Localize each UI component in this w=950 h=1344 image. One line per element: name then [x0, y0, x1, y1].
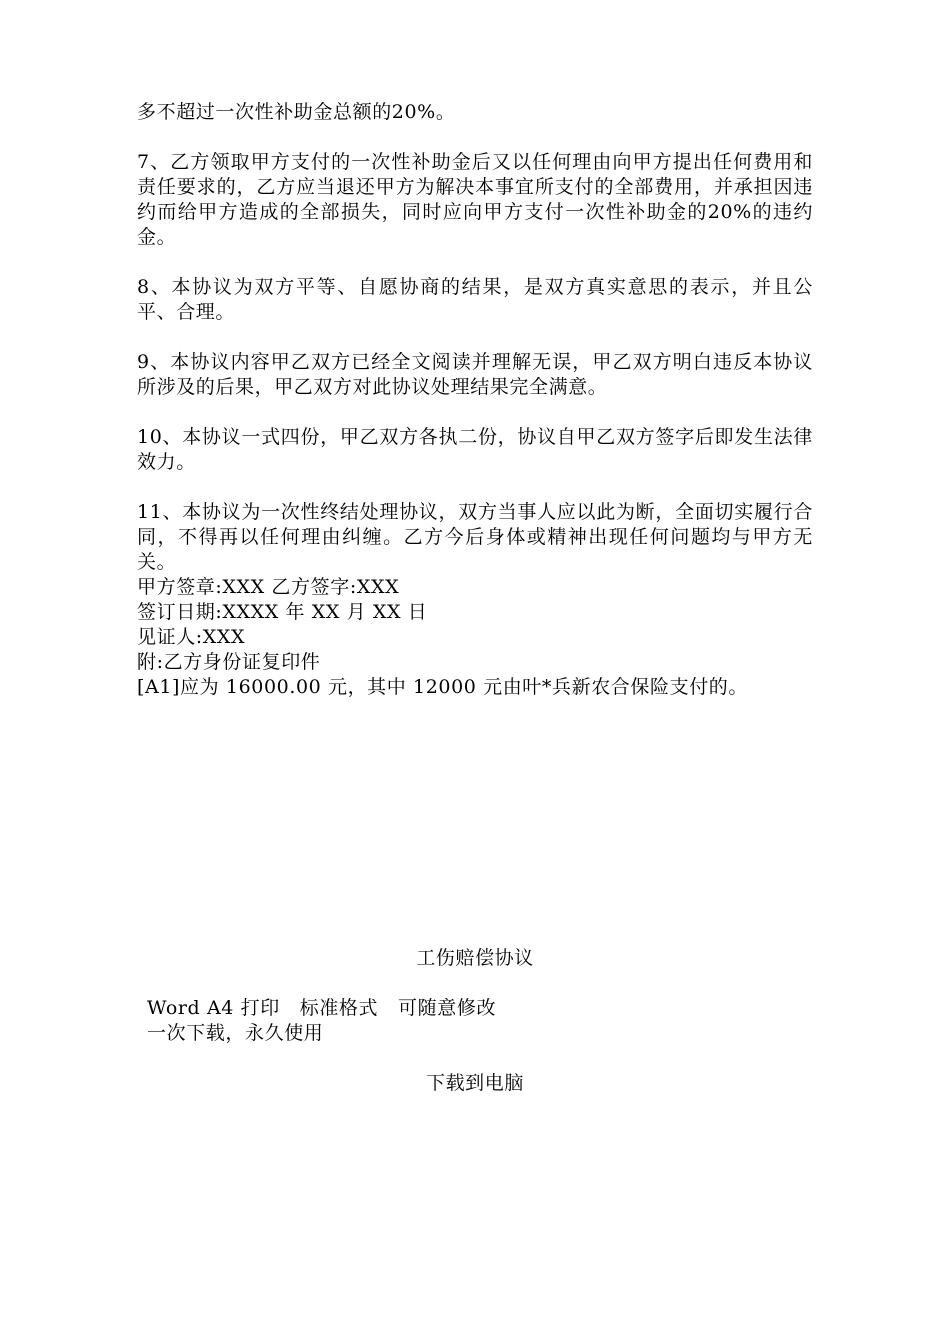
- witness-line: 见证人:XXX: [137, 626, 246, 648]
- comment-annotation: [A1]应为 16000.00 元，其中 12000 元由叶*兵新农合保险支付的。: [137, 676, 748, 698]
- paragraph-8: 8、本协议为双方平等、自愿协商的结果，是双方真实意思的表示，并且公平、合理。: [137, 276, 813, 323]
- promo-usage: 一次下载，永久使用: [147, 1022, 324, 1044]
- download-link[interactable]: 下载到电脑: [425, 1072, 524, 1094]
- paragraph-7: 7、乙方领取甲方支付的一次性补助金后又以任何理由向甲方提出任何费用和责任要求的，乙方应当退还甲方为解决本事宜所支付的全部费用，并承担因违约而给甲方造成的全部损失，同时应向甲方支付一次性补助金的20%的违约金。: [137, 151, 813, 248]
- promo-title: 工伤赔偿协议: [416, 947, 534, 969]
- attachment-note: 附:乙方身份证复印件: [137, 651, 321, 673]
- signature-date: 签订日期:XXXX 年 XX 月 XX 日: [137, 601, 428, 623]
- signature-parties: 甲方签章:XXX 乙方签字:XXX: [137, 576, 400, 598]
- promo-features-block: [147, 996, 747, 1046]
- paragraph-11: 11、本协议为一次性终结处理协议，双方当事人应以此为断，全面切实履行合同，不得再以任何理由纠缠。乙方今后身体或精神出现任何问题均与甲方无关。: [137, 501, 813, 573]
- agreement-body: [137, 100, 813, 700]
- promo-features: Word A4 打印 标准格式 可随意修改: [147, 997, 497, 1019]
- paragraph-9: 9、本协议内容甲乙双方已经全文阅读并理解无误，甲乙双方明白违反本协议所涉及的后果，甲乙双方对此协议处理结果完全满意。: [137, 351, 813, 398]
- paragraph-6-continued: 多不超过一次性补助金总额的20%。: [137, 101, 456, 123]
- paragraph-10: 10、本协议一式四份，甲乙双方各执二份，协议自甲乙双方签字后即发生法律效力。: [137, 426, 813, 473]
